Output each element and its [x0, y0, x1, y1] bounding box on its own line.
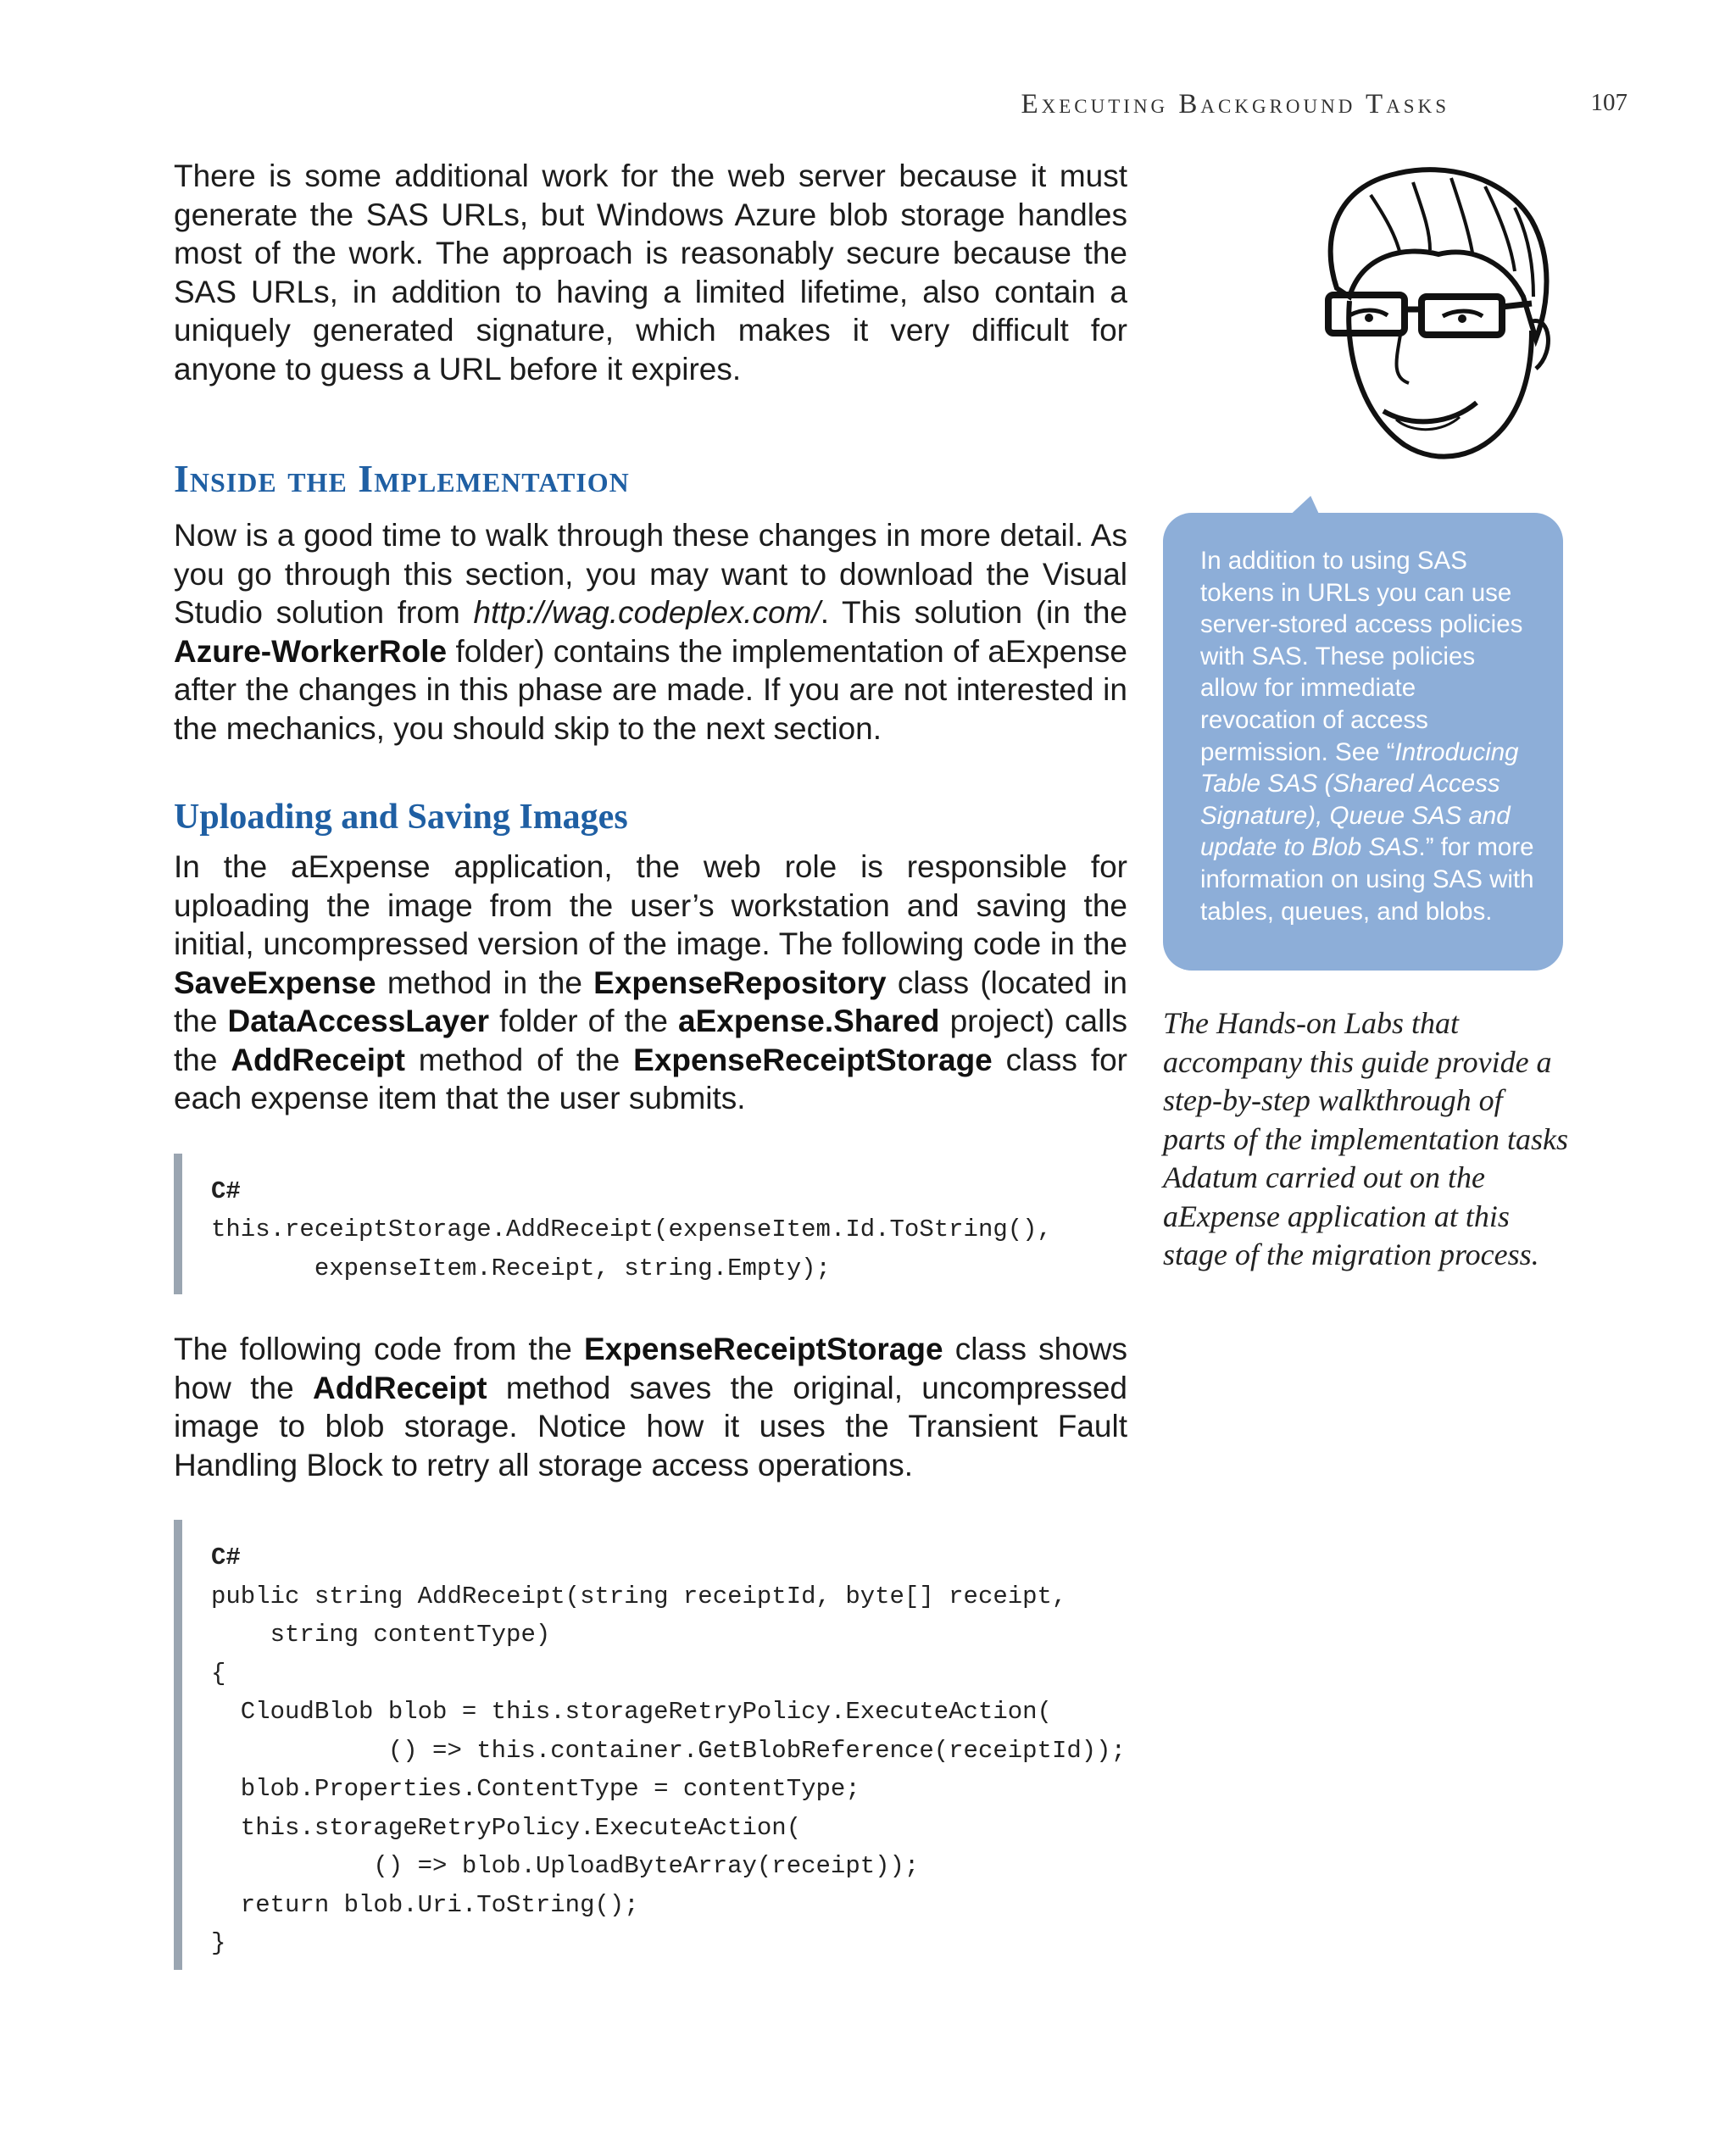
page-number: 107: [1590, 89, 1628, 116]
callout-reference-title: Introducing Table SAS (Shared Access Signature), Queue SAS and update to Blob SAS: [1200, 737, 1519, 862]
avatar-illustration: [1303, 161, 1557, 475]
code-line: string contentType): [211, 1621, 551, 1649]
code-line: blob.Properties.ContentType = contentType;: [211, 1775, 860, 1803]
subsection-heading: Uploading and Saving Images: [174, 798, 628, 837]
code-line: {: [211, 1659, 226, 1688]
code-line: expenseItem.Receipt, string.Empty);: [211, 1254, 831, 1282]
code-language-label: C#: [211, 1176, 241, 1205]
code-block-add-receipt-call: [174, 1154, 1127, 1295]
main-column: [174, 157, 1127, 1970]
callout-tail: [1283, 496, 1322, 521]
download-link[interactable]: http://wag.codeplex.com/: [473, 595, 821, 630]
code-line: CloudBlob blob = this.storageRetryPolicy.ExecuteAction(: [211, 1698, 1052, 1726]
upload-paragraph: In the aExpense application, the web role is responsible for uploading the image from the user’s workstation and saving the initial, uncompressed version of the image. The following code in the SaveExpense method in the ExpenseRepository class (located in the DataAccessLayer folder of the aExpense.Shared project) calls the AddReceipt method of the ExpenseReceiptStorage class for each expense item that the user submits.: [174, 849, 1128, 1115]
code-line: () => blob.UploadByteArray(receipt));: [211, 1852, 920, 1880]
code-line: public string AddReceipt(string receiptId, byte[] receipt,: [211, 1582, 1067, 1610]
running-head: Executing Background Tasks: [1021, 89, 1449, 120]
code-block-add-receipt-method: [174, 1520, 1127, 1970]
callout-text: In addition to using SAS tokens in URLs you can use server-stored access policies with SAS. These policies allow for immediate revocation of access permission. See “Introducing Table SAS (Shared Access Signature), Queue SAS and update to Blob SAS.” for more information on using SAS with tables, queues, and blobs.: [1200, 547, 1534, 926]
code-language-label: C#: [211, 1544, 241, 1571]
code-line: }: [211, 1929, 226, 1957]
page-header: [975, 89, 1628, 131]
implementation-paragraph: Now is a good time to walk through these changes in more detail. As you go through this section, you may want to download the Visual Studio solution from http://wag.codeplex.com/. This solution (in the Azure-WorkerRole folder) contains the implementation of aExpense after the changes in this phase are made. If you are not interested in the mechanics, you should skip to the next section.: [174, 518, 1127, 746]
margin-note: The Hands-on Labs that accompany this guide provide a step-by-step walkthrough of parts of the implementation tasks Adatum carried out on the aExpense application at this stage of the migration process.: [1163, 1006, 1568, 1271]
code-line: this.receiptStorage.AddReceipt(expenseItem.Id.ToString(),: [211, 1215, 1052, 1243]
section-heading: Inside the Implementation: [174, 457, 630, 500]
callout-bubble: [1163, 513, 1563, 971]
following-paragraph: The following code from the ExpenseReceiptStorage class shows how the AddReceipt method saves the original, uncompressed image to blob storage. Notice how it uses the Transient Fault Handling Block to retry all storage access operations.: [174, 1332, 1128, 1482]
code-line: return blob.Uri.ToString();: [211, 1890, 639, 1919]
code-line: () => this.container.GetBlobReference(receiptId));: [211, 1736, 1126, 1765]
code-line: this.storageRetryPolicy.ExecuteAction(: [211, 1813, 802, 1842]
intro-paragraph: There is some additional work for the web server because it must generate the SAS URLs, but Windows Azure blob storage handles most of the work. The approach is reasonably secure because the SAS URLs, in addition to having a limited lifetime, also contain a uniquely generated signature, which makes it very difficult for anyone to guess a URL before it expires.: [174, 159, 1127, 387]
